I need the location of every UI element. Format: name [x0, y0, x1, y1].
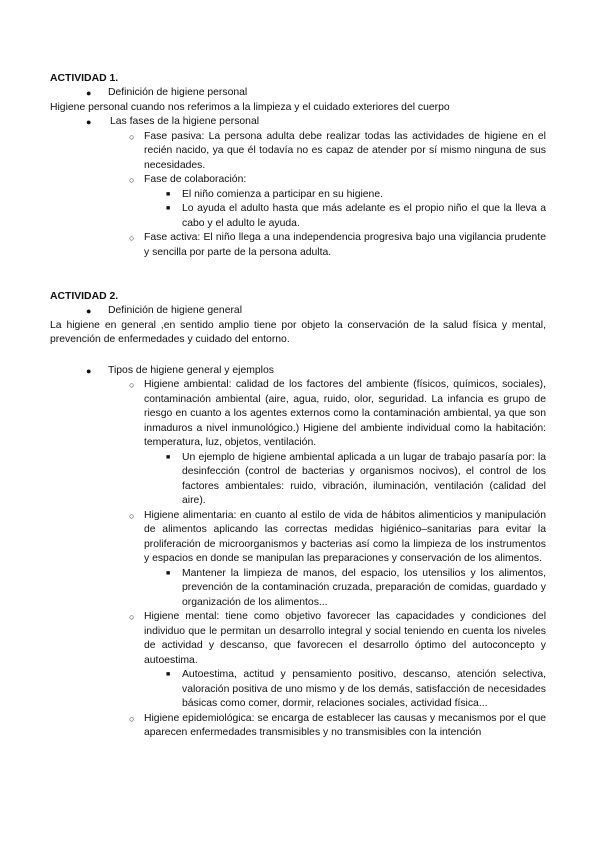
square-bullet-icon: ■ — [166, 569, 171, 577]
square-bullet-icon: ■ — [166, 205, 171, 212]
circle-bullet-icon: ○ — [129, 713, 135, 724]
list-item-text: Higiene mental: tiene como objetivo favorecer las capacidades y condiciones del individuo que le permitan un desarrollo integral y social teniendo en cuenta los niveles de actividad y descanso, que favorecen el desarrollo óptimo del autoconcepto y autoestima. — [144, 611, 546, 666]
circle-bullet-icon: ○ — [129, 612, 135, 622]
list-item-text: Higiene alimentaria: en cuanto al estilo de vida de hábitos alimenticios y manipulación de alimentos aplicando las correctas medidas higiénico–sanitarias para evitar la proliferación de microorganismos y bacterias así como la limpieza de los instrumentos y espacios en donde se manipulan las preparaciones y conservación de los alimentos. — [144, 509, 546, 564]
list-item — [166, 668, 546, 712]
actividad-1-heading: ACTIVIDAD 1. — [50, 73, 119, 84]
list-item — [86, 115, 546, 130]
square-bullet-icon: ■ — [166, 671, 171, 678]
list-item — [166, 202, 546, 231]
bullet-icon: ● — [86, 117, 92, 127]
list-item — [86, 364, 546, 379]
list-item — [166, 567, 546, 611]
list-item-text: Higiene ambiental: calidad de los factores del ambiente (físicos, químicos, sociales), contaminación ambiental (aire, agua, ruido, olor, seguridad. La infancia es grupo de riesgo en cuanto a los agentes externos como la contaminación ambiental, ya que son inmaduros a nivel inmunológico.) Higiene del ambiente individual como la habitación: temperatura, luz, objetos, ventilación. — [144, 379, 546, 448]
circle-bullet-icon: ○ — [129, 510, 135, 521]
list-item — [129, 509, 546, 567]
list-item — [166, 188, 546, 203]
spacer — [50, 348, 546, 364]
definition-label: Definición de higiene general — [108, 305, 243, 316]
paragraph: Higiene personal cuando nos referimos a la limpieza y el cuidado exteriores del cuerpo — [50, 101, 450, 113]
document-page — [50, 72, 546, 741]
list-item — [86, 304, 546, 319]
circle-bullet-icon: ○ — [129, 233, 135, 243]
bullet-icon: ● — [86, 306, 92, 316]
list-item — [86, 86, 546, 101]
square-bullet-icon: ■ — [166, 453, 171, 461]
actividad-2-heading: ACTIVIDAD 2. — [50, 291, 119, 302]
list-item-text: Fase activa: El niño llega a una independencia progresiva bajo una vigilancia prudente y sencilla por parte de la persona adulta. — [144, 232, 546, 258]
circle-bullet-icon: ○ — [129, 131, 135, 142]
circle-bullet-icon: ○ — [129, 175, 135, 185]
spacer — [50, 260, 546, 290]
list-item — [129, 130, 546, 174]
list-item-text: Mantener la limpieza de manos, del espacio, los utensilios y los alimentos, prevención de la contaminación cruzada, preparación de comidas, guardado y organización de los alimentos... — [182, 567, 546, 608]
list-item-text: Las fases de la higiene personal — [110, 116, 260, 127]
definition-label: Definición de higiene personal — [108, 87, 248, 98]
list-item-text: Autoestima, actitud y pensamiento positivo, descanso, atención selectiva, valoración positiva de uno mismo y de los demás, satisfacción de necesidades básicas como comer, dormir, relaciones sociales, actividad física... — [182, 669, 546, 709]
list-item-text: Tipos de higiene general y ejemplos — [108, 364, 274, 376]
bullet-icon: ● — [86, 88, 92, 98]
list-item-text: Higiene epidemiológica: se encarga de establecer las causas y mecanismos por el que aparecen enfermedades transmisibles y no transmisibles con la intención — [144, 712, 546, 738]
bullet-icon: ● — [86, 365, 92, 376]
list-item-text: Lo ayuda el adulto hasta que más adelante es el propio niño el que la lleva a cabo y el adulto le ayuda. — [182, 203, 546, 229]
square-bullet-icon: ■ — [166, 190, 171, 198]
list-item — [129, 378, 546, 451]
list-item-text: Fase pasiva: La persona adulta debe realizar todas las actividades de higiene en el recién nacido, ya que él todavía no es capaz de atender por sí mismo ninguna de sus necesidades. — [144, 130, 546, 171]
list-item-text: Fase de colaboración: — [144, 174, 247, 185]
list-item — [129, 610, 546, 668]
list-item-text: El niño comienza a participar en su higiene. — [182, 188, 384, 200]
list-item — [129, 712, 546, 741]
circle-bullet-icon: ○ — [129, 380, 135, 390]
list-item — [166, 451, 546, 509]
list-item — [129, 173, 546, 188]
list-item-text: Un ejemplo de higiene ambiental aplicada a un lugar de trabajo pasaría por: la desinfección (control de bacterias y organismos nocivos), el control de los factores ambientales: ruido, vibración, iluminación, ventilación (calidad del aire). — [182, 451, 546, 506]
paragraph: La higiene en general ,en sentido amplio tiene por objeto la conservación de la salud física y mental, prevención de enfermedades y cuidado del entorno. — [50, 319, 546, 345]
list-item — [129, 231, 546, 260]
